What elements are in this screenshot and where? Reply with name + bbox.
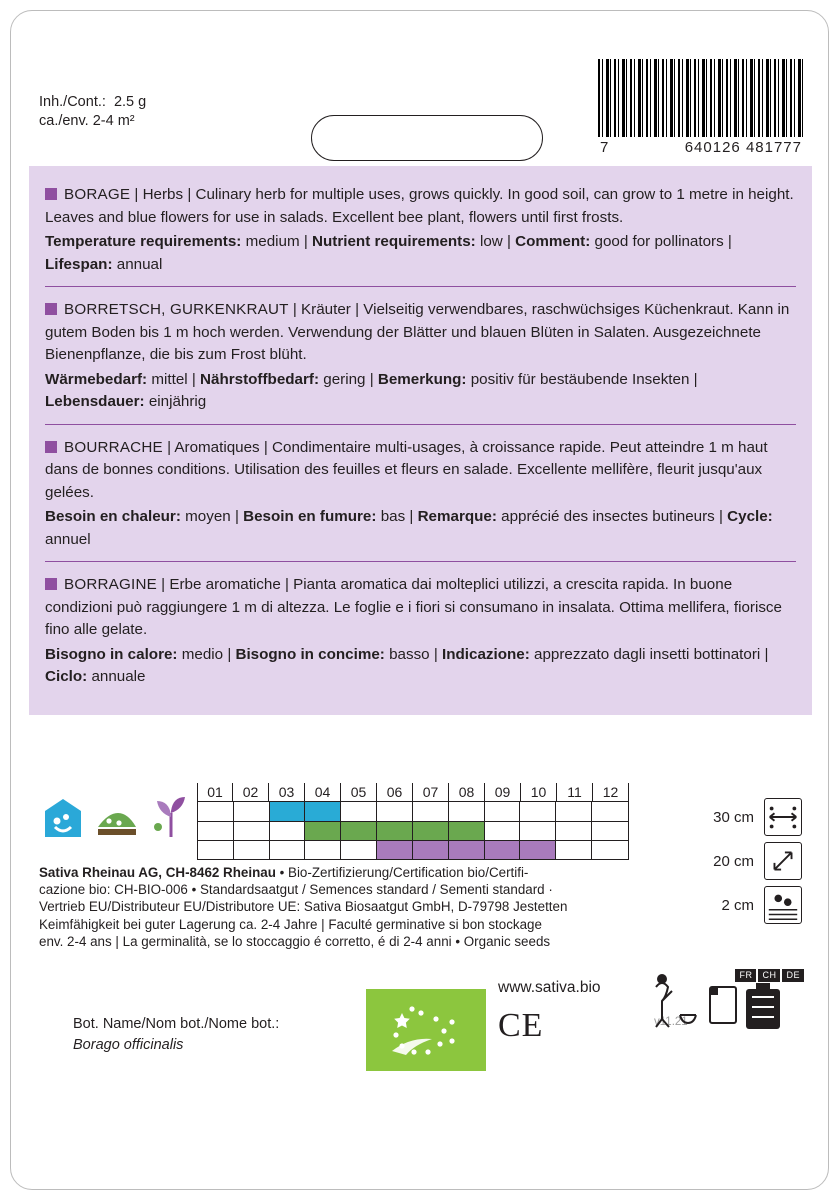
description-fr: BOURRACHE | Aromatiques | Condimentaire multi-usages, à croissance rapide. Peut atteindre 1 m haut dans de bonnes conditions. Utilisation des feuilles et fleurs en salade. Excellente mellifère, fleurit jusqu'aux gelées. [45, 438, 768, 501]
flag-de: DE [782, 969, 804, 982]
row-spacing-icon [764, 798, 802, 836]
calendar-cell-sow-outdoors-09 [485, 822, 521, 840]
legal-footer-text [39, 864, 645, 950]
footer-line-4: Keimfähigkeit bei guter Lagerung ca. 2-4 Jahre | Faculté germinative si bon stockage [39, 916, 542, 932]
calendar-cell-sow-outdoors-06 [377, 822, 413, 840]
month-label-02: 02 [233, 783, 269, 801]
req-value-de-2: positiv für bestäubende Insekten [470, 370, 690, 388]
req-label-de-3: Lebensdauer: [45, 393, 145, 410]
greenhouse-sowing-icon [41, 793, 85, 841]
bullet-square-icon [45, 578, 57, 590]
footer-line-2: cazione bio: CH-BIO-006 • Standardsaatgut / Semences standard / Sementi standard · [39, 882, 553, 898]
req-value-fr-3: annuel [45, 530, 91, 548]
req-value-fr-0: moyen [185, 508, 231, 525]
month-label-03: 03 [269, 783, 305, 801]
footer-line-3: Vertrieb EU/Distributeur EU/Distributore UE: Sativa Biosaatgut GmbH, D-79798 Jestetten [39, 899, 568, 915]
calendar-cell-harvest-06 [377, 841, 413, 859]
req-value-fr-1: bas [380, 508, 406, 525]
eu-organic-logo [366, 989, 486, 1071]
plant-spacing-label: 20 cm [713, 852, 754, 870]
calendar-cell-harvest-03 [270, 841, 306, 859]
bullet-square-icon [45, 188, 57, 200]
calendar-cell-sow-outdoors-01 [198, 822, 234, 840]
req-value-de-3: einjährig [148, 393, 207, 410]
footer-line-5: env. 2-4 ans | La germinalità, se lo stoccaggio é corretto, é di 2-4 anni • Organic seeds [39, 933, 551, 949]
calendar-cell-sow-outdoors-10 [520, 822, 556, 840]
description-panel [29, 166, 812, 715]
barcode-bars [598, 59, 804, 137]
language-block-de [45, 286, 796, 424]
spacing-info [670, 795, 802, 927]
calendar-cell-sow-indoors-05 [341, 802, 377, 821]
req-label-fr-3: Cycle: [727, 508, 773, 525]
calendar-cell-harvest-11 [556, 841, 592, 859]
req-label-fr-1: Besoin en fumure: [243, 508, 377, 525]
botanical-name [73, 1014, 279, 1056]
seed-packet-back [10, 10, 829, 1190]
version-label: v11.21 [654, 1016, 688, 1028]
req-label-it-1: Bisogno in concime: [235, 645, 385, 663]
calendar-cell-harvest-12 [592, 841, 628, 859]
calendar-cell-sow-outdoors-05 [341, 822, 377, 840]
crop-category-en: Herbs [142, 186, 184, 203]
crop-name-it: BORRAGINE [64, 576, 157, 593]
req-value-en-2: good for pollinators [594, 233, 724, 250]
spacing-row-sowing-depth [670, 883, 802, 927]
growing-pictograms [41, 793, 193, 841]
requirements-fr: Besoin en chaleur: moyen | Besoin en fumure: bas | Remarque: apprécié des insectes butineurs | Cycle: annuel [45, 508, 773, 548]
calendar-cell-sow-indoors-10 [520, 802, 556, 821]
sowing-depth-label: 2 cm [721, 896, 754, 914]
req-label-en-2: Comment: [515, 233, 591, 250]
calendar-cell-sow-indoors-04 [305, 802, 341, 821]
req-label-it-0: Bisogno in calore: [45, 645, 178, 663]
req-label-it-2: Indicazione: [442, 645, 530, 663]
req-label-fr-2: Remarque: [417, 508, 497, 525]
month-label-11: 11 [557, 783, 593, 801]
req-value-it-3: annuale [91, 668, 146, 685]
month-label-10: 10 [521, 783, 557, 801]
content-area: ca./env. 2-4 m² [39, 113, 135, 129]
requirements-de: Wärmebedarf: mittel | Nährstoffbedarf: gering | Bemerkung: positiv für bestäubende Insekten | Lebensdauer: einjährig [45, 370, 698, 410]
month-label-12: 12 [593, 783, 629, 801]
calendar-cell-sow-outdoors-08 [449, 822, 485, 840]
req-label-de-1: Nährstoffbedarf: [200, 370, 320, 388]
crop-category-fr: Aromatiques [174, 438, 260, 456]
language-block-it [45, 561, 796, 699]
month-label-08: 08 [449, 783, 485, 801]
req-label-en-3: Lifespan: [45, 255, 113, 273]
calendar-cell-harvest-04 [305, 841, 341, 859]
req-label-en-0: Temperature requirements: [45, 233, 242, 250]
botanical-name-value: Borago officinalis [73, 1037, 184, 1053]
sowing-calendar [197, 783, 629, 860]
requirements-en: Temperature requirements: medium | Nutrient requirements: low | Comment: good for pollinators | Lifespan: annual [45, 233, 732, 273]
calendar-cell-sow-outdoors-04 [305, 822, 341, 840]
ce-mark: CE [498, 1007, 544, 1044]
bullet-square-icon [45, 441, 57, 453]
website-url[interactable]: www.sativa.bio [498, 979, 601, 996]
calendar-row-harvest [198, 840, 628, 859]
row-spacing-label: 30 cm [713, 808, 754, 826]
price-sticker-field [311, 115, 543, 161]
barcode-number [598, 139, 804, 156]
crop-description-de: Vielseitig verwendbares, raschwüchsiges Küchenkraut. Kann in gutem Boden bis 1 m hoch werden. Verwendung der Blätter und blauen Blüten in Salaten. Ausgezeichnete Bienenpflanze, die bis zum Frost blüht. [45, 301, 790, 363]
footer-line-1: • Bio-Zertifizierung/Certification bio/Certifi- [275, 865, 529, 880]
calendar-cell-sow-indoors-01 [198, 802, 234, 821]
req-value-it-0: medio [181, 645, 224, 663]
month-label-01: 01 [197, 783, 233, 801]
company-name: Sativa Rheinau AG, CH-8462 Rheinau [39, 865, 276, 880]
calendar-cell-sow-outdoors-11 [556, 822, 592, 840]
crop-category-de: Kräuter [301, 301, 351, 318]
month-label-06: 06 [377, 783, 413, 801]
plant-spacing-icon [764, 842, 802, 880]
language-block-fr [45, 424, 796, 562]
req-label-de-0: Wärmebedarf: [45, 370, 148, 388]
req-label-fr-0: Besoin en chaleur: [45, 508, 181, 525]
calendar-cell-sow-outdoors-02 [234, 822, 270, 840]
calendar-cell-sow-outdoors-07 [413, 822, 449, 840]
content-weight: Inh./Cont.: 2.5 g [39, 94, 147, 110]
calendar-row-sow-indoors [198, 802, 628, 821]
calendar-grid [197, 801, 629, 860]
header-strip [11, 11, 828, 161]
month-label-07: 07 [413, 783, 449, 801]
calendar-cell-harvest-10 [520, 841, 556, 859]
language-block-en [45, 180, 796, 286]
barcode-lead-digit: 7 [600, 139, 610, 156]
calendar-cell-sow-outdoors-12 [592, 822, 628, 840]
crop-description-fr: Condimentaire multi-usages, à croissance rapide. Peut atteindre 1 m haut dans de bonnes conditions. Utilisation des feuilles et fleurs en salade. Excellente mellifère, fleurit jusqu'aux gelées. [45, 438, 768, 501]
calendar-cell-sow-indoors-03 [270, 802, 306, 821]
calendar-cell-sow-indoors-08 [449, 802, 485, 821]
content-amount [39, 93, 146, 131]
requirements-it: Bisogno in calore: medio | Bisogno in concime: basso | Indicazione: apprezzato dagli insetti bottinatori | Ciclo: annuale [45, 645, 769, 685]
sowing-depth-icon [764, 886, 802, 924]
req-value-en-3: annual [116, 255, 163, 273]
calendar-cell-harvest-07 [413, 841, 449, 859]
crop-name-de: BORRETSCH, GURKENKRAUT [64, 301, 289, 318]
req-label-it-3: Ciclo: [45, 668, 88, 685]
description-en: BORAGE | Herbs | Culinary herb for multiple uses, grows quickly. In good soil, can grow to 1 metre in height. Leaves and blue flowers for use in salads. Excellent bee plant, flowers until first frosts. [45, 186, 794, 226]
calendar-cell-sow-indoors-06 [377, 802, 413, 821]
calendar-cell-sow-indoors-09 [485, 802, 521, 821]
crop-name-fr: BOURRACHE [64, 438, 163, 456]
barcode-main-digits: 640126 481777 [684, 139, 802, 156]
direct-sowing-icon [95, 793, 139, 841]
req-value-it-1: basso [389, 645, 430, 663]
calendar-cell-sow-indoors-07 [413, 802, 449, 821]
month-label-09: 09 [485, 783, 521, 801]
bullet-square-icon [45, 303, 57, 315]
req-label-en-1: Nutrient requirements: [312, 233, 476, 250]
crop-description-en: Culinary herb for multiple uses, grows quickly. In good soil, can grow to 1 metre in height. Leaves and blue flowers for use in salads. Excellent bee plant, flowers until first frosts. [45, 186, 794, 226]
calendar-cell-harvest-05 [341, 841, 377, 859]
calendar-cell-harvest-08 [449, 841, 485, 859]
req-value-de-1: gering [323, 370, 366, 388]
calendar-row-sow-outdoors [198, 821, 628, 840]
country-flags [735, 969, 804, 982]
harvest-plant-icon [149, 793, 193, 841]
description-it: BORRAGINE | Erbe aromatiche | Pianta aromatica dai molteplici utilizzi, a crescita rapida. In buone condizioni può raggiungere 1 m di altezza. Le foglie e i fiori si consumano in insalata. Ottima mellifera, fiorisce fino alle gelate. [45, 576, 782, 638]
req-value-en-1: low [479, 233, 503, 250]
description-de: BORRETSCH, GURKENKRAUT | Kräuter | Vielseitig verwendbares, raschwüchsiges Küchenkraut. Kann in gutem Boden bis 1 m hoch werden. Verwendung der Blätter und blauen Blüten in Salaten. Ausgezeichnete Bienenpflanze, die bis zum Frost blüht. [45, 301, 790, 363]
barcode [598, 59, 804, 156]
calendar-months-header [197, 783, 629, 801]
calendar-cell-sow-indoors-12 [592, 802, 628, 821]
calendar-cell-sow-indoors-02 [234, 802, 270, 821]
calendar-cell-sow-outdoors-03 [270, 822, 306, 840]
flag-ch: CH [758, 969, 780, 982]
spacing-row-plant-distance [670, 839, 802, 883]
month-label-04: 04 [305, 783, 341, 801]
crop-description-it: Pianta aromatica dai molteplici utilizzi, a crescita rapida. In buone condizioni può raggiungere 1 m di altezza. Le foglie e i fiori si consumano in insalata. Ottima mellifera, fiorisce fino alle gelate. [45, 576, 782, 638]
req-label-de-2: Bemerkung: [377, 370, 467, 388]
req-value-it-2: apprezzato dagli insetti bottinatori [534, 645, 761, 663]
calendar-cell-harvest-09 [485, 841, 521, 859]
calendar-cell-sow-indoors-11 [556, 802, 592, 821]
req-value-en-0: medium [245, 233, 300, 250]
flag-fr: FR [735, 969, 756, 982]
req-value-fr-2: apprécié des insectes butineurs [501, 508, 715, 525]
calendar-cell-harvest-02 [234, 841, 270, 859]
crop-name-en: BORAGE [64, 186, 131, 203]
crop-category-it: Erbe aromatiche [169, 576, 281, 593]
spacing-row-row-distance [670, 795, 802, 839]
botanical-name-label: Bot. Name/Nom bot./Nome bot.: [73, 1016, 280, 1032]
calendar-cell-harvest-01 [198, 841, 234, 859]
req-value-de-0: mittel [151, 370, 188, 388]
month-label-05: 05 [341, 783, 377, 801]
